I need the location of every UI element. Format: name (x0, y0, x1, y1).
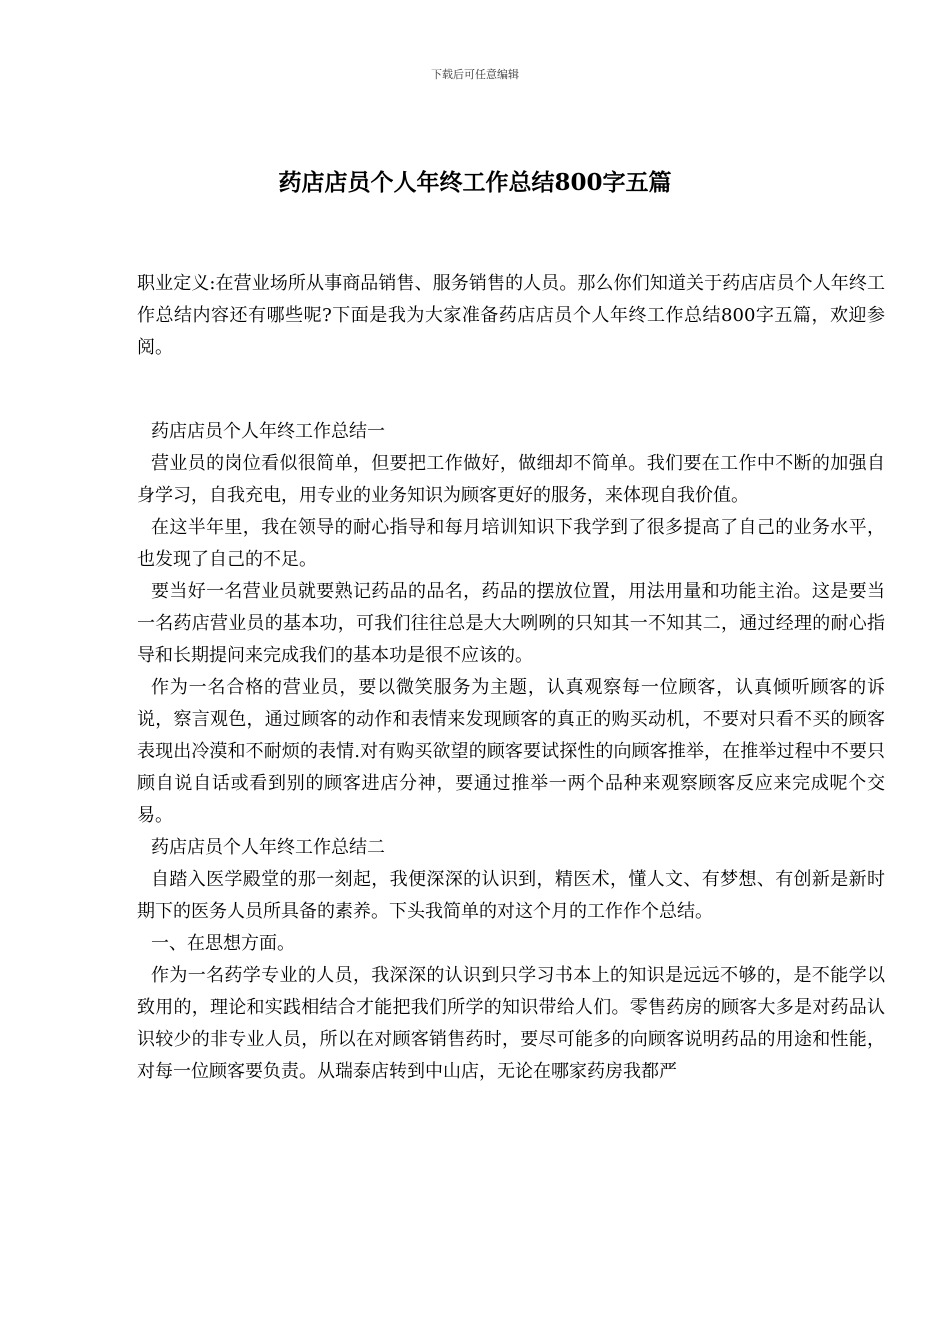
document-body (137, 268, 885, 1088)
intro-paragraph: 职业定义:在营业场所从事商品销售、服务销售的人员。那么你们知道关于药店店员个人年终工作总结内容还有哪些呢?下面是我为大家准备药店店员个人年终工作总结800字五篇，欢迎参阅。 (137, 273, 885, 358)
section-heading-1: 药店店员个人年终工作总结一 (151, 421, 385, 442)
body-paragraph: 营业员的岗位看似很简单，但要把工作做好，做细却不简单。我们要在工作中不断的加强自身学习，自我充电，用专业的业务知识为顾客更好的服务，来体现自我价值。 (137, 453, 885, 506)
document-title: 药店店员个人年终工作总结800字五篇 (278, 169, 672, 196)
paragraph-spacer (137, 364, 885, 416)
body-paragraph: 作为一名药学专业的人员，我深深的认识到只学习书本上的知识是远远不够的，是不能学以致用的，理论和实践相结合才能把我们所学的知识带给人们。零售药房的顾客大多是对药品认识较少的非专业人员，所以在对顾客销售药时，要尽可能多的向顾客说明药品的用途和性能，对每一位顾客要负责。从瑞泰店转到中山店，无论在哪家药房我都严 (137, 965, 885, 1082)
body-paragraph: 在这半年里，我在领导的耐心指导和每月培训知识下我学到了很多提高了自己的业务水平，也发现了自己的不足。 (137, 517, 885, 570)
body-paragraph: 自踏入医学殿堂的那一刻起，我便深深的认识到，精医术，懂人文、有梦想、有创新是新时期下的医务人员所具备的素养。下头我简单的对这个月的工作作个总结。 (137, 869, 885, 922)
header-note: 下载后可任意编辑 (431, 68, 519, 81)
section-heading-2: 药店店员个人年终工作总结二 (151, 837, 385, 858)
subsection-heading: 一、在思想方面。 (151, 933, 295, 954)
body-paragraph: 要当好一名营业员就要熟记药品的品名，药品的摆放位置，用法用量和功能主治。这是要当一名药店营业员的基本功，可我们往往总是大大咧咧的只知其一不知其二，通过经理的耐心指导和长期提问来完成我们的基本功是很不应该的。 (137, 581, 885, 666)
body-paragraph: 作为一名合格的营业员，要以微笑服务为主题，认真观察每一位顾客，认真倾听顾客的诉说，察言观色，通过顾客的动作和表情来发现顾客的真正的购买动机，不要对只看不买的顾客表现出冷漠和不耐烦的表情.对有购买欲望的顾客要试探性的向顾客推举，在推举过程中不要只顾自说自话或看到别的顾客进店分神，要通过推举一两个品种来观察顾客反应来完成呢个交易。 (137, 677, 885, 826)
